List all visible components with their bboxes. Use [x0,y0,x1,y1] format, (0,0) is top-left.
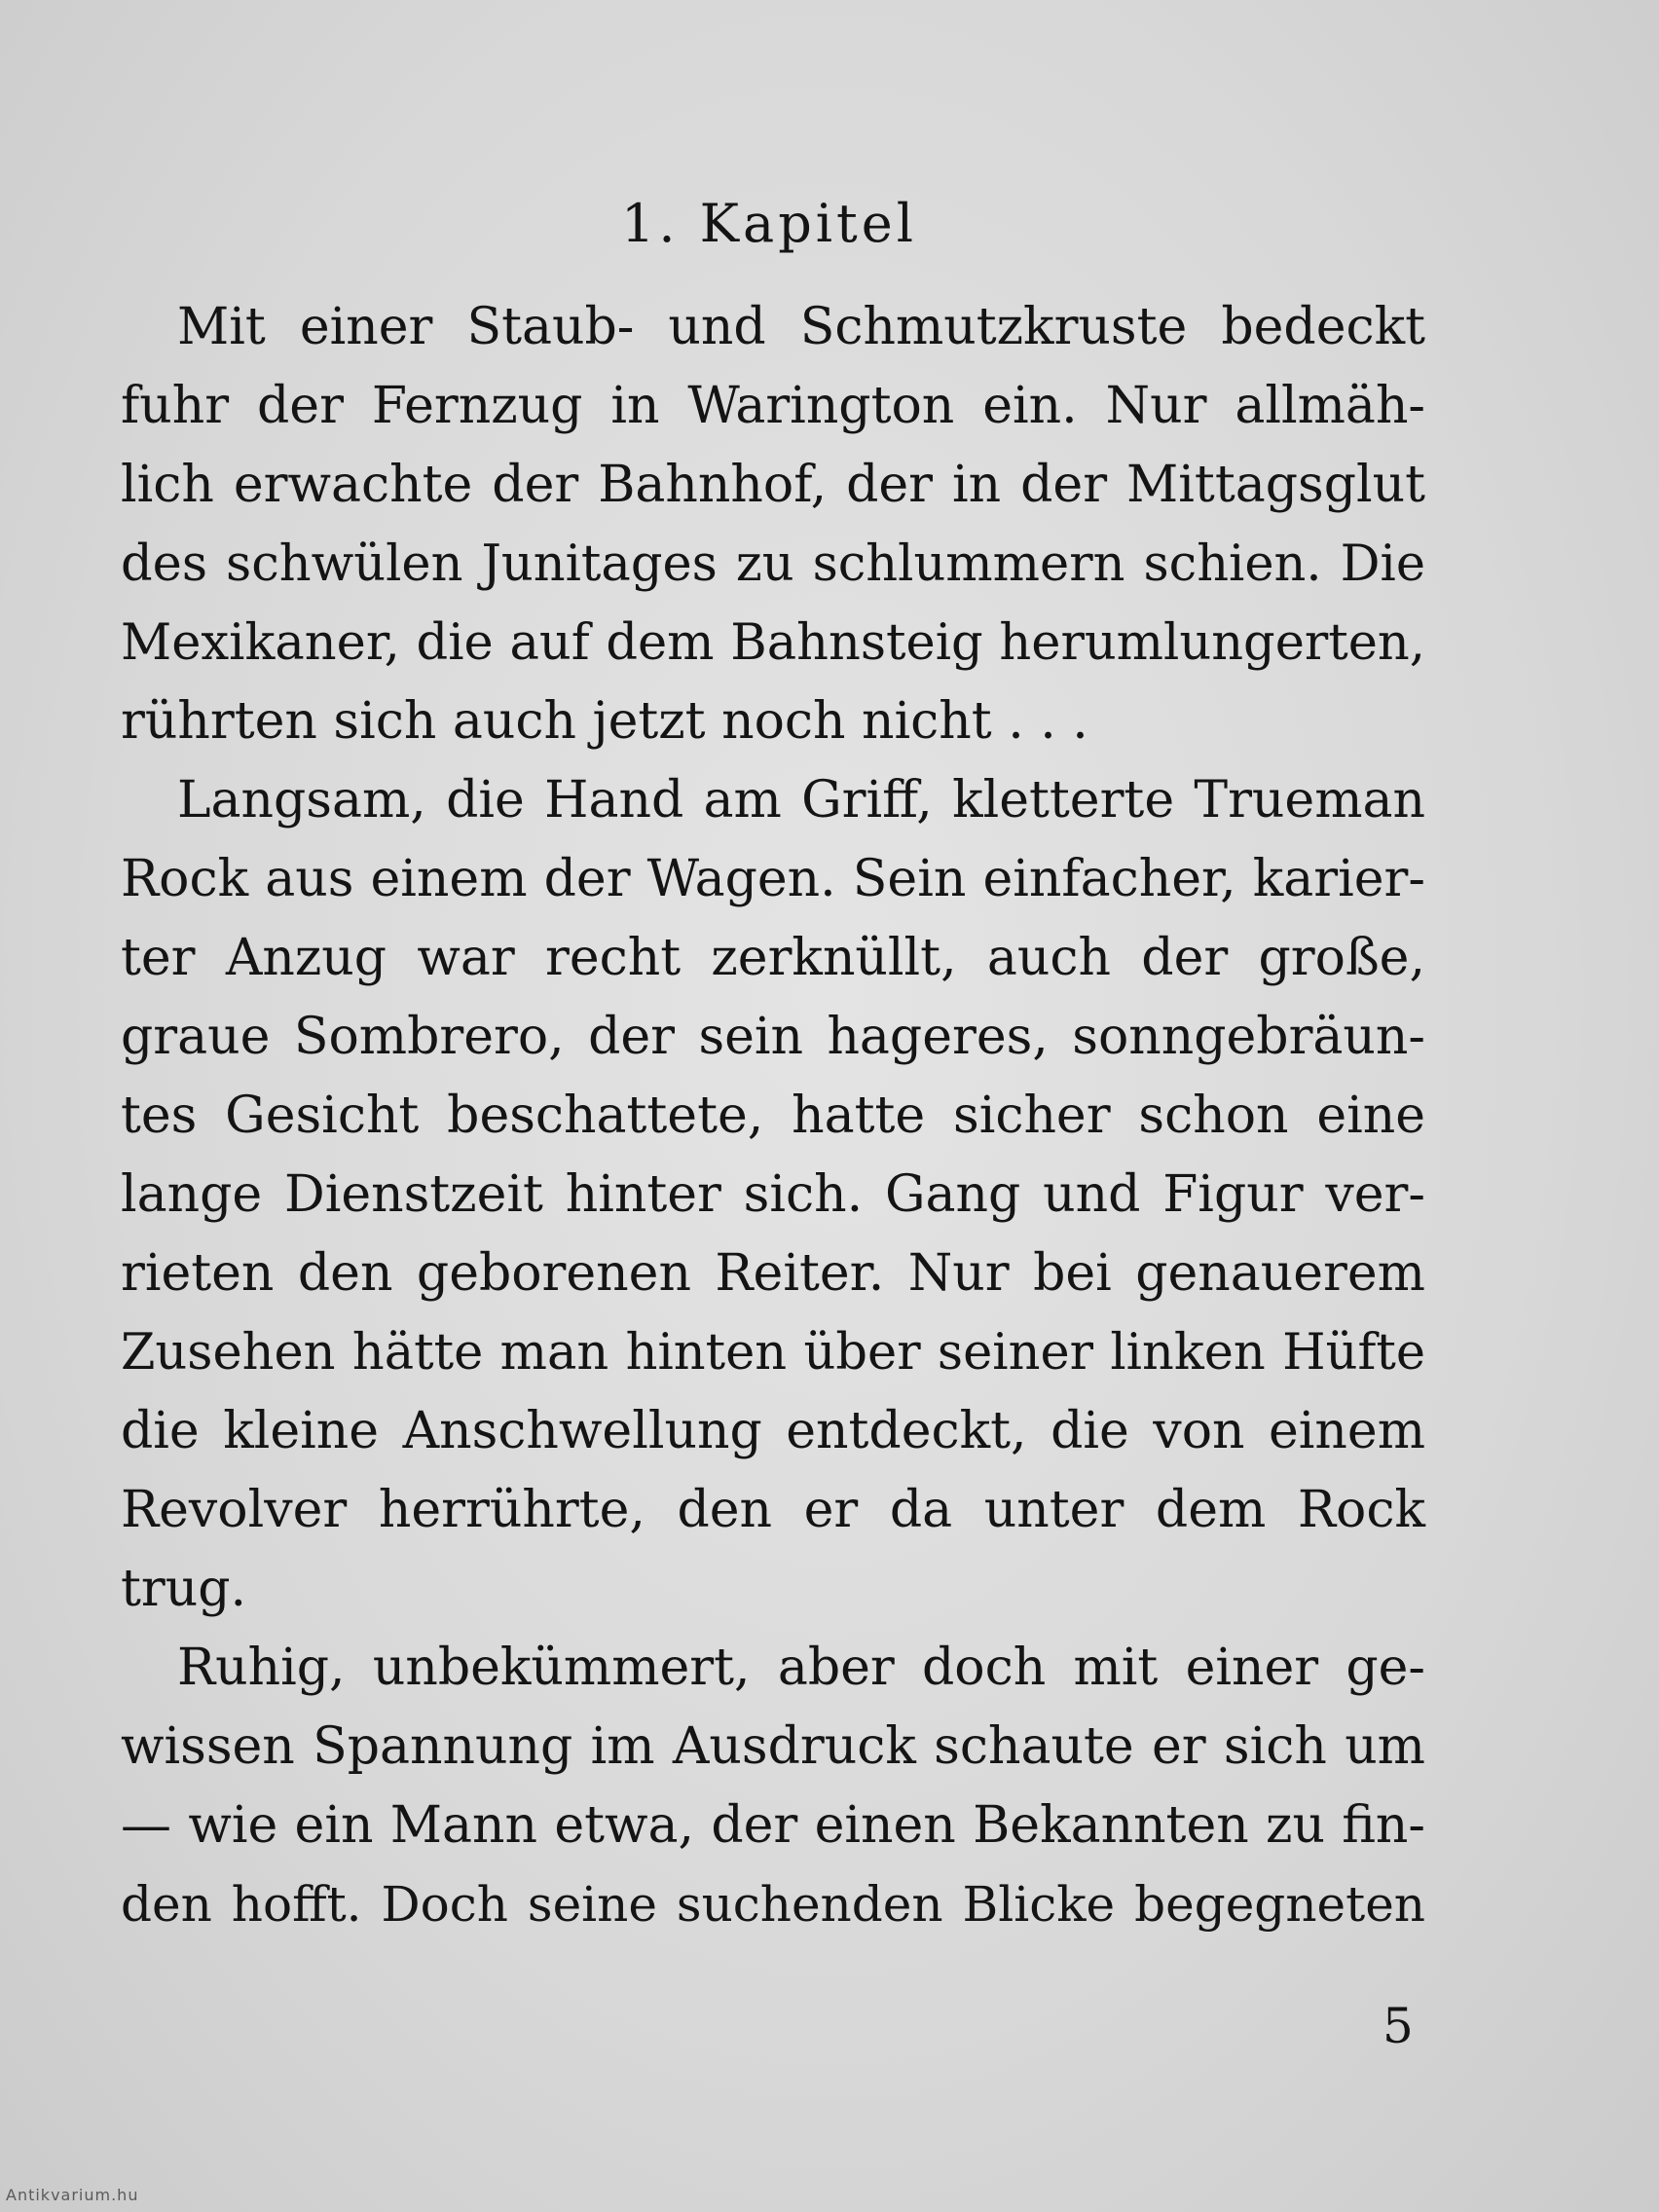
text-line: Mit einer Staub- und Schmutzkruste bedeckt [177,298,1425,356]
text-line: die kleine Anschwellung entdeckt, die von einem [121,1402,1425,1460]
watermark: Antikvarium.hu [6,2186,139,2204]
paragraph [121,1629,1425,1944]
text-line: Mexikaner, die auf dem Bahnsteig herumlungerten, [121,614,1425,672]
page-number: 5 [1382,1998,1414,2054]
text-line: Ruhig, unbekümmert, aber doch mit einer ge- [177,1639,1425,1697]
paragraph [121,761,1425,1629]
text-line: des schwülen Junitages zu schlummern schien. Die [121,535,1425,593]
text-line: graue Sombrero, der sein hageres, sonngebräun- [121,1008,1425,1066]
text-line: Zusehen hätte man hinten über seiner linken Hüfte [121,1324,1425,1382]
text-line: — wie ein Mann etwa, der einen Bekannten zu fin- [121,1796,1425,1855]
chapter-title: 1. Kapitel [621,193,917,254]
body-text [121,288,1425,1944]
text-line: lange Dienstzeit hinter sich. Gang und Figur ver- [121,1165,1425,1224]
text-line: tes Gesicht beschattete, hatte sicher schon eine [121,1087,1425,1145]
text-line: den hofft. Doch seine suchenden Blicke begegneten [121,1876,1425,1933]
text-line: trug. [121,1560,247,1618]
paragraph [121,288,1425,761]
text-line: rührten sich auch jetzt noch nicht . . . [121,692,1088,751]
text-line: wissen Spannung im Ausdruck schaute er sich um [121,1717,1425,1776]
text-line: fuhr der Fernzug in Warington ein. Nur allmäh- [121,377,1425,435]
text-line: lich erwachte der Bahnhof, der in der Mittagsglut [121,456,1425,514]
text-line: ter Anzug war recht zerknüllt, auch der große, [121,929,1425,987]
text-line: rieten den geborenen Reiter. Nur bei genauerem [121,1244,1425,1303]
text-line: Rock aus einem der Wagen. Sein einfacher, karier- [121,850,1425,908]
text-line: Revolver herrührte, den er da unter dem Rock [121,1481,1425,1539]
text-line: Langsam, die Hand am Griff, kletterte Trueman [177,771,1425,830]
